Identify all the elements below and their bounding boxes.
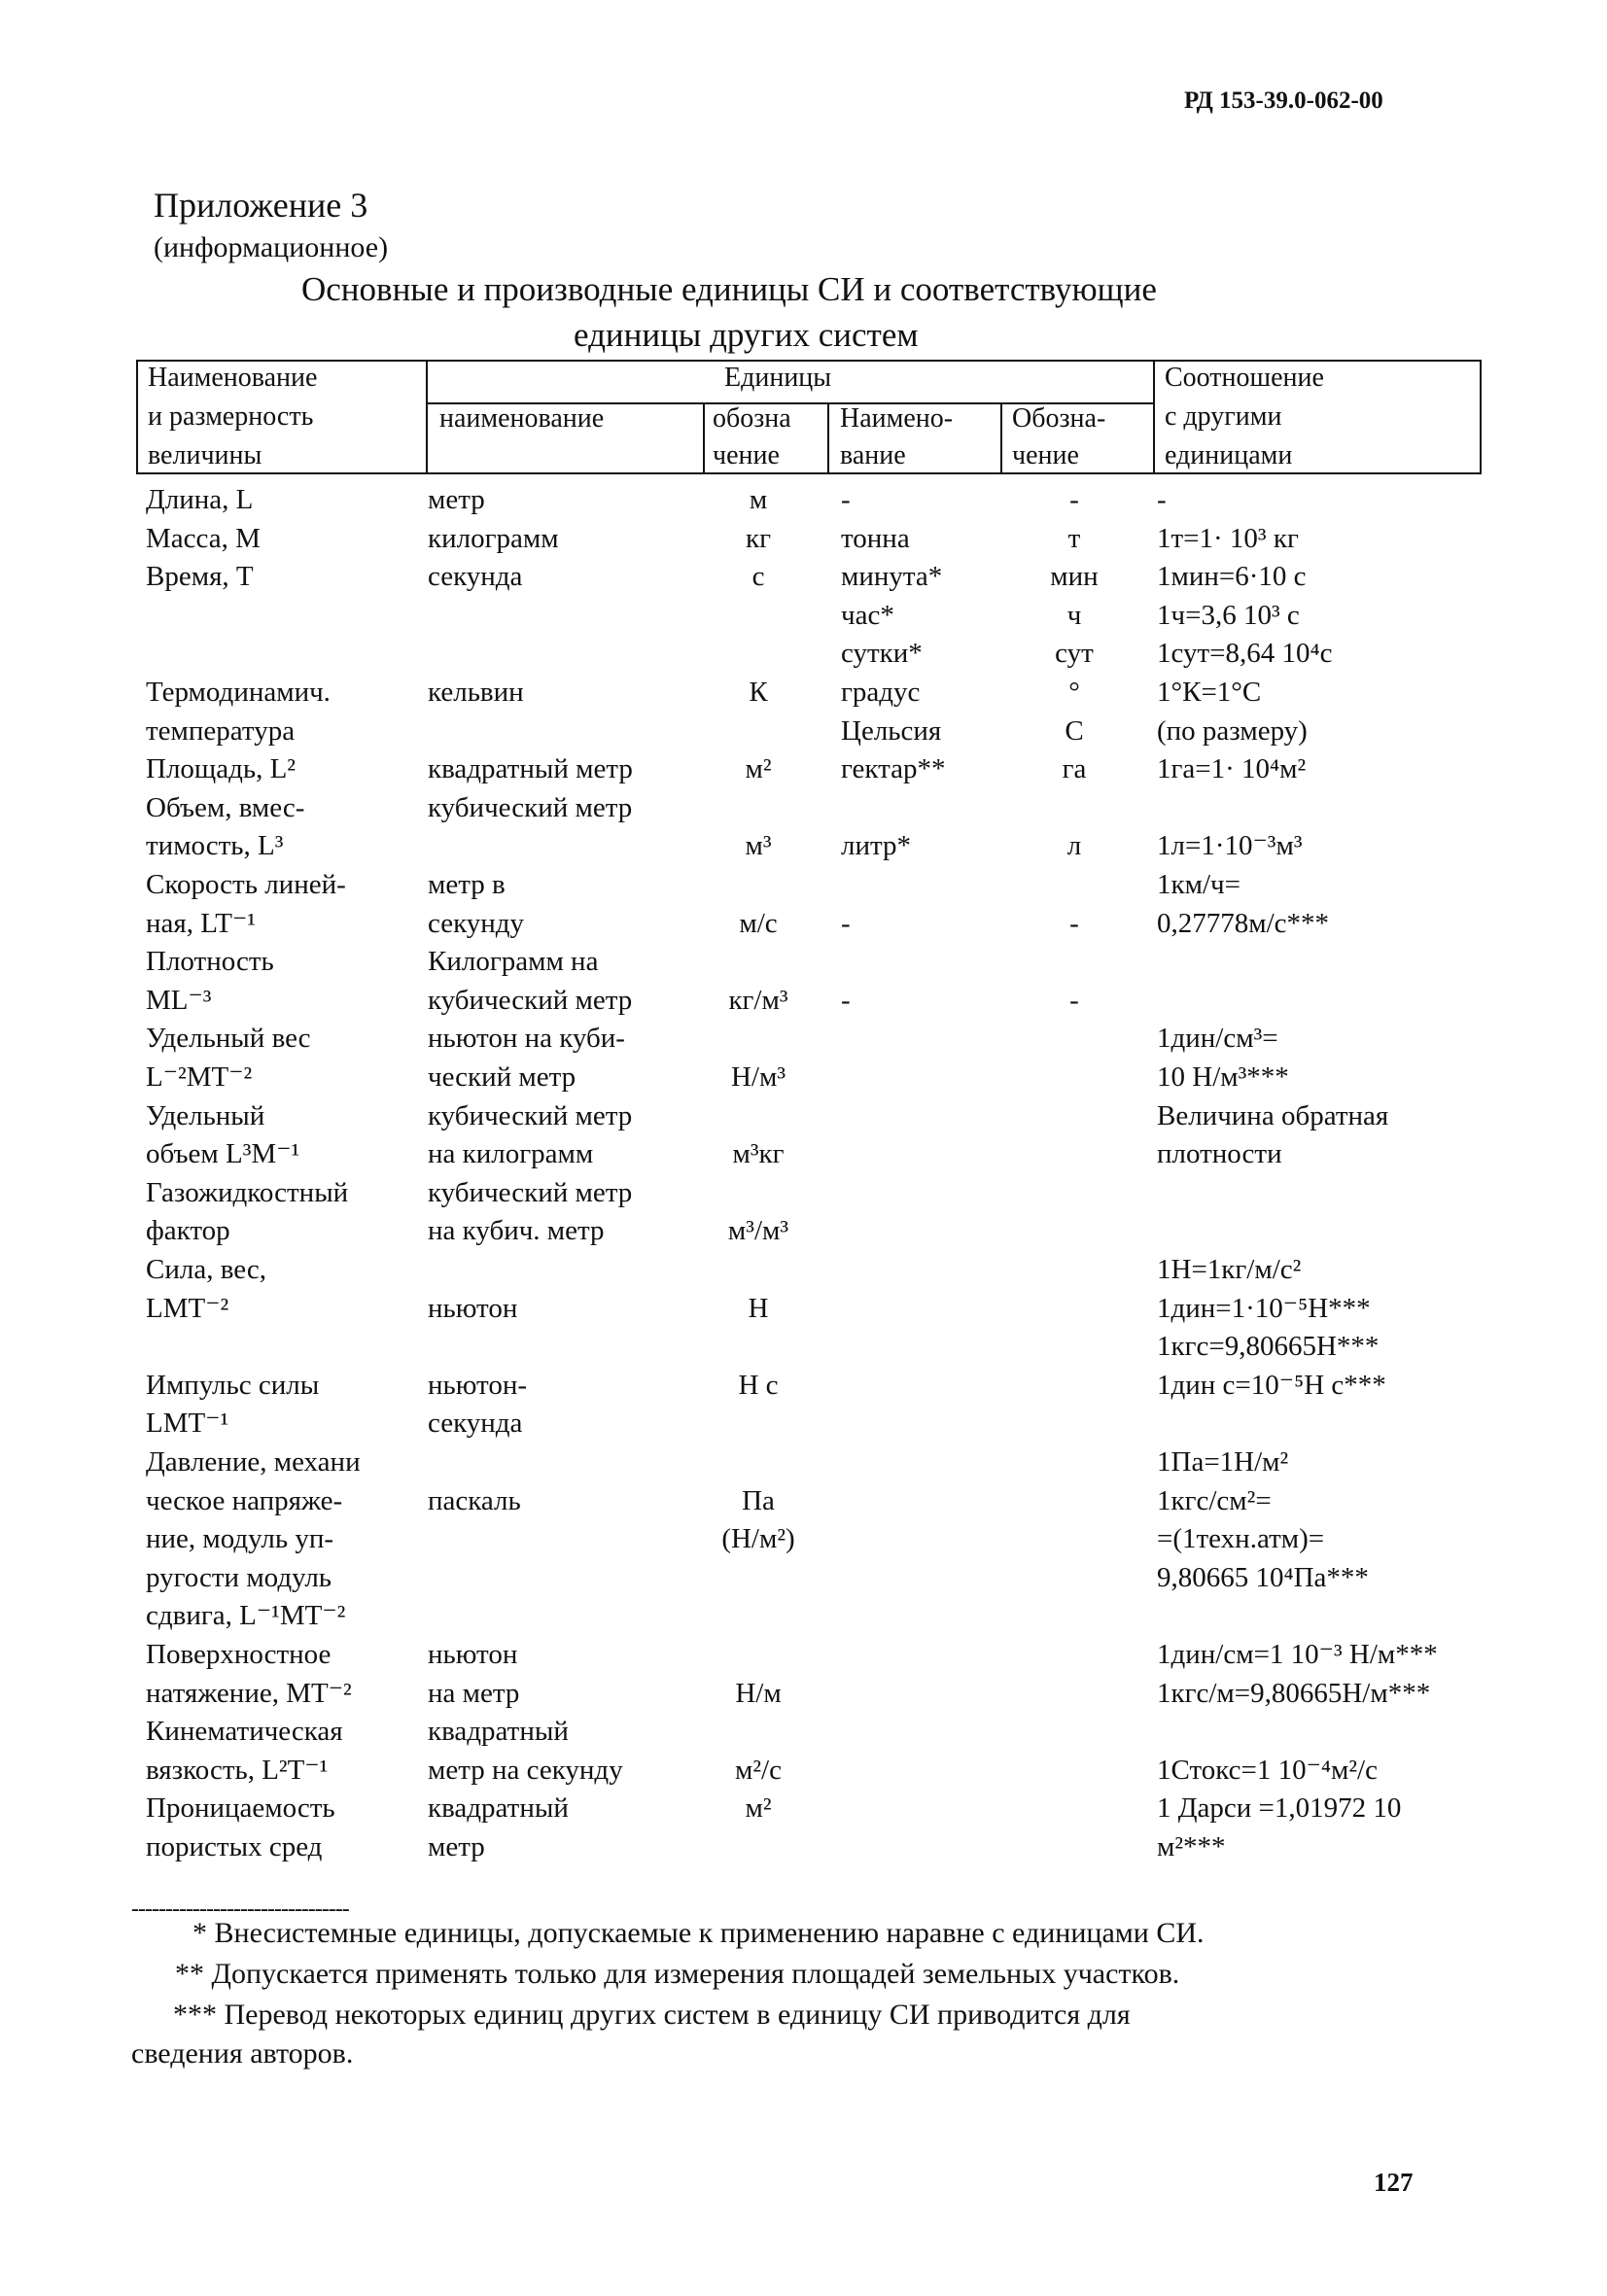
table-cell-s: Н/м³	[730, 1061, 786, 1093]
header-si-symbol-line1: обозна	[713, 403, 791, 434]
table-cell-on: -	[841, 907, 851, 939]
table-cell-r: 1л=1·10⁻³м³	[1157, 830, 1303, 862]
table-cell-r: 1т=1· 10³ кг	[1157, 522, 1299, 554]
table-cell-r: 1га=1· 10⁴м²	[1157, 753, 1307, 785]
table-cell-r: 1мин=6·10 с	[1157, 561, 1307, 593]
table-cell-n: килограмм	[428, 522, 559, 554]
table-cell-r: -	[1157, 484, 1167, 515]
table-cell-s: К	[749, 677, 768, 708]
table-cell-q: Удельный	[146, 1099, 265, 1131]
table-cell-q: Проницаемость	[146, 1792, 335, 1825]
table-cell-s: м²	[745, 1792, 772, 1825]
table-cell-n: квадратный метр	[428, 753, 633, 785]
table-cell-q: Сила, вес,	[146, 1254, 266, 1285]
table-cell-q: Термодинамич.	[146, 677, 331, 708]
table-cell-on: тонна	[841, 522, 910, 554]
table-cell-q: LMT⁻¹	[146, 1408, 229, 1440]
table-cell-r: 1дин/см=1 10⁻³ Н/м***	[1157, 1639, 1438, 1670]
table-cell-n: ньютон	[428, 1292, 518, 1324]
table-cell-q: ML⁻³	[146, 984, 212, 1016]
table-cell-q: температура	[146, 714, 296, 747]
table-cell-s: с	[751, 561, 765, 593]
table-cell-q: Длина, L	[146, 484, 254, 515]
table-cell-n: на кубич. метр	[428, 1215, 605, 1247]
table-cell-q: ческое напряже-	[146, 1484, 343, 1516]
table-cell-q: Кинематическая	[146, 1716, 343, 1748]
table-cell-os: -	[1069, 484, 1079, 515]
table-cell-q: ная, LT⁻¹	[146, 907, 256, 939]
table-cell-q: Газожидкостный	[146, 1176, 349, 1208]
table-cell-q: натяжение, MT⁻²	[146, 1677, 352, 1709]
table-cell-os: °	[1068, 677, 1080, 708]
table-cell-q: L⁻²MT⁻²	[146, 1061, 253, 1093]
footnote-3-line1: *** Перевод некоторых единиц других систем в единицу СИ приводится для	[173, 1999, 1131, 2031]
table-cell-r: 1Па=1Н/м²	[1157, 1446, 1289, 1478]
header-other-name-line2: вание	[840, 440, 906, 470]
table-cell-q: Импульс силы	[146, 1369, 320, 1401]
table-cell-s: кг/м³	[728, 984, 788, 1016]
table-cell-q: ругости модуль	[146, 1561, 332, 1593]
table-cell-q: сдвига, L⁻¹MT⁻²	[146, 1600, 346, 1632]
table-cell-r: Величина обратная	[1157, 1099, 1389, 1131]
table-title-line1: Основные и производные единицы СИ и соответствующие	[301, 270, 1157, 308]
table-cell-r: 1кгс=9,80665Н***	[1157, 1331, 1380, 1363]
appendix-title: Приложение 3	[154, 186, 368, 225]
table-cell-n: секунду	[428, 907, 525, 939]
table-cell-n: метр на секунду	[428, 1754, 623, 1786]
table-cell-s: Н/м	[735, 1677, 782, 1709]
table-cell-r: 1сут=8,64 10⁴с	[1157, 638, 1333, 670]
footnote-3-line2: сведения авторов.	[131, 2037, 354, 2070]
table-cell-q: тимость, L³	[146, 830, 284, 862]
table-cell-s: м²/с	[735, 1754, 782, 1786]
table-cell-os: мин	[1050, 561, 1099, 593]
table-cell-q: Давление, механи	[146, 1446, 361, 1478]
table-cell-q: Поверхностное	[146, 1639, 332, 1670]
table-cell-r: 1ч=3,6 10³ с	[1157, 599, 1300, 631]
table-cell-n: кельвин	[428, 677, 524, 708]
table-cell-s: Н с	[738, 1369, 779, 1401]
table-cell-q: Площадь, L²	[146, 753, 297, 785]
footnote-separator: --------------------------------	[131, 1896, 349, 1922]
header-other-symbol-line2: чение	[1012, 440, 1079, 470]
table-cell-r: 1дин=1·10⁻⁵Н***	[1157, 1292, 1371, 1324]
table-cell-on: -	[841, 984, 851, 1016]
table-cell-n: ньютон на куби-	[428, 1023, 625, 1055]
table-cell-n: секунда	[428, 561, 523, 593]
table-cell-q: ние, модуль уп-	[146, 1523, 334, 1555]
table-cell-n: метр	[428, 1831, 485, 1862]
table-cell-s: м³/м³	[727, 1215, 789, 1247]
table-cell-on: градус	[841, 677, 921, 708]
table-cell-q: Удельный вес	[146, 1023, 311, 1055]
header-quantity-line2: и размерность	[148, 401, 314, 432]
table-cell-r: 10 Н/м³***	[1157, 1061, 1289, 1093]
footnote-1: * Внесистемные единицы, допускаемые к применению наравне с единицами СИ.	[192, 1917, 1205, 1949]
table-cell-n: кубический метр	[428, 1099, 633, 1131]
table-cell-on: Цельсия	[841, 714, 942, 747]
table-cell-r: 1Стокс=1 10⁻⁴м²/с	[1157, 1754, 1378, 1786]
header-quantity-line3: величины	[148, 440, 262, 470]
header-relation-line3: единицами	[1165, 440, 1293, 470]
table-cell-s: Н	[748, 1292, 769, 1324]
table-cell-r: 9,80665 10⁴Па***	[1157, 1561, 1369, 1593]
table-cell-n: кубический метр	[428, 791, 633, 823]
table-cell-on: -	[841, 484, 851, 515]
table-cell-on: литр*	[841, 830, 912, 862]
table-cell-on: час*	[841, 599, 894, 631]
table-cell-r: 1Н=1кг/м/с²	[1157, 1254, 1302, 1285]
table-cell-n: секунда	[428, 1408, 523, 1440]
table-cell-r: 1кгс/м=9,80665Н/м***	[1157, 1677, 1431, 1709]
table-cell-q: Масса, M	[146, 522, 261, 554]
table-cell-n: метр в	[428, 869, 506, 900]
table-cell-n: ческий метр	[428, 1061, 576, 1093]
table-cell-os: С	[1065, 714, 1084, 747]
header-other-name-line1: Наимено-	[840, 403, 954, 434]
table-cell-n: ньютон-	[428, 1369, 527, 1401]
table-cell-n: ньютон	[428, 1639, 518, 1670]
table-cell-n: метр	[428, 484, 485, 515]
table-cell-q: Объем, вмес-	[146, 791, 305, 823]
header-units-group: Единицы	[724, 363, 832, 393]
table-cell-q: Плотность	[146, 946, 274, 978]
table-cell-r: 1дин с=10⁻⁵Н с***	[1157, 1369, 1386, 1401]
header-si-name: наименование	[439, 403, 605, 434]
table-cell-os: -	[1069, 984, 1079, 1016]
table-cell-q: фактор	[146, 1215, 230, 1247]
table-cell-s: м³	[745, 830, 772, 862]
table-cell-os: ч	[1066, 599, 1082, 631]
table-cell-r: м²***	[1157, 1831, 1226, 1862]
table-cell-on: сутки*	[841, 638, 923, 670]
table-cell-s: м³кг	[732, 1138, 785, 1170]
table-cell-s: (Н/м²)	[721, 1523, 795, 1555]
table-cell-r: 1 Дарси =1,01972 10	[1157, 1792, 1402, 1825]
table-cell-on: гектар**	[841, 753, 946, 785]
table-cell-s: кг	[746, 522, 771, 554]
footnote-2: ** Допускается применять только для измерения площадей земельных участков.	[175, 1958, 1180, 1990]
table-cell-os: л	[1066, 830, 1082, 862]
table-cell-q: объем L³M⁻¹	[146, 1138, 300, 1170]
table-cell-n: кубический метр	[428, 984, 633, 1016]
table-cell-n: квадратный	[428, 1792, 569, 1825]
appendix-subtitle: (информационное)	[154, 231, 389, 263]
table-cell-q: вязкость, L²T⁻¹	[146, 1754, 329, 1786]
table-cell-os: сут	[1055, 638, 1094, 670]
table-cell-q: Скорость линей-	[146, 869, 346, 900]
page-number: 127	[1374, 2168, 1414, 2197]
table-cell-n: кубический метр	[428, 1176, 633, 1208]
table-cell-q: пористых сред	[146, 1831, 323, 1862]
table-cell-n: на килограмм	[428, 1138, 594, 1170]
table-cell-r: 1км/ч=	[1157, 869, 1240, 900]
header-relation-line2: с другими	[1165, 401, 1282, 432]
table-cell-r: 1дин/см³=	[1157, 1023, 1278, 1055]
table-cell-s: м²	[745, 753, 772, 785]
document-code: РД 153-39.0-062-00	[1184, 87, 1383, 114]
table-cell-s: м/с	[739, 907, 778, 939]
table-cell-on: минута*	[841, 561, 943, 593]
table-cell-s: м	[749, 484, 768, 515]
table-cell-r: 1°К=1°С	[1157, 677, 1262, 708]
table-cell-q: Время, T	[146, 561, 254, 593]
header-si-symbol-line2: чение	[713, 440, 780, 470]
table-cell-os: га	[1062, 753, 1087, 785]
table-cell-n: паскаль	[428, 1484, 521, 1516]
table-cell-r: 0,27778м/с***	[1157, 907, 1330, 939]
table-title-line2: единицы других систем	[574, 316, 919, 354]
table-cell-q: LMT⁻²	[146, 1292, 229, 1324]
table-cell-r: =(1техн.атм)=	[1157, 1523, 1325, 1555]
table-cell-n: на метр	[428, 1677, 520, 1709]
table-cell-os: -	[1069, 907, 1079, 939]
table-cell-n: Килограмм на	[428, 946, 599, 978]
header-quantity-line1: Наименование	[148, 363, 318, 393]
table-cell-os: т	[1067, 522, 1081, 554]
header-relation-line1: Соотношение	[1165, 363, 1324, 393]
table-cell-s: Па	[742, 1484, 775, 1516]
table-cell-n: квадратный	[428, 1716, 569, 1748]
table-cell-r: (по размеру)	[1157, 714, 1308, 747]
header-other-symbol-line1: Обозна-	[1012, 403, 1106, 434]
table-cell-r: плотности	[1157, 1138, 1282, 1170]
table-cell-r: 1кгс/см²=	[1157, 1484, 1272, 1516]
